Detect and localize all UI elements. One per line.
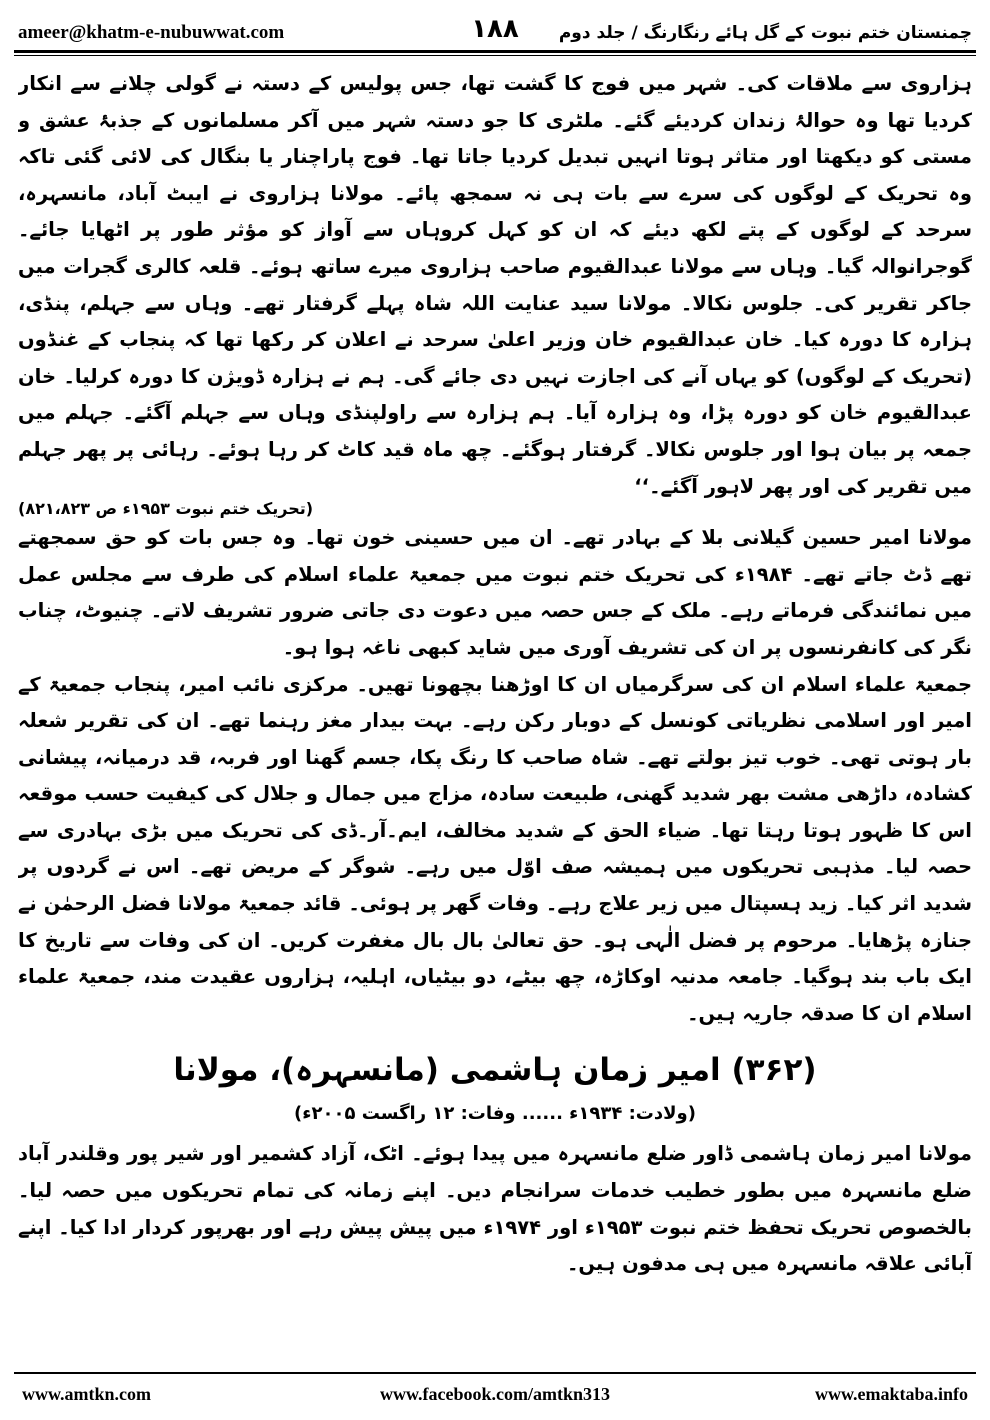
- page-body: [18, 66, 972, 1362]
- paragraph: ہزاروی سے ملاقات کی۔ شہر میں فوج کا گشت تھا، جس پولیس کے دستہ نے گولی چلانے سے انکار کردیا تھا وہ حوالۂ زندان کردیئے گئے۔ ملٹری کا جو دستہ شہر میں آکر مسلمانوں کے جذبۂ عشق و مستی کو دیکھتا اور متاثر ہوتا انہیں تبدیل کردیا جاتا تھا۔ فوج پاراچنار یا بنگال کی لائی گئی تاکہ وہ تحریک کے لوگوں کی سرے سے بات ہی نہ سمجھ پائے۔ مولانا ہزاروی نے ایبٹ آباد، مانسہرہ، سرحد کے لوگوں کے پتے لکھ دیئے کہ ان کو کہل کروہاں سے آواز کو مؤثر طور پر اٹھایا جائے۔ گوجرانوالہ گیا۔ وہاں سے مولانا عبدالقیوم صاحب ہزاروی میرے ساتھ ہوئے۔ قلعہ کالری گجرات میں جاکر تقریر کی۔ جلوس نکالا۔ مولانا سید عنایت اللہ شاہ پہلے گرفتار تھے۔ وہاں سے جہلم، پنڈی، ہزارہ کا دورہ کیا۔ خان عبدالقیوم خان وزیر اعلیٰ سرحد نے اعلان کر رکھا تھا کہ پنجاب کے غنڈوں (تحریک کے لوگوں) کو یہاں آنے کی اجازت نہیں دی جائے گی۔ ہم نے ہزارہ ڈویژن کا دورہ کرلیا۔ خان عبدالقیوم خان کو دورہ پڑا، وہ ہزارہ آیا۔ ہم ہزارہ سے راولپنڈی وہاں سے جہلم آگئے۔ جہلم میں جمعہ پر بیان ہوا اور جلوس نکالا۔ گرفتار ہوگئے۔ چھ ماہ قید کاٹ کر رہا ہوئے۔ رہائی پر پھر جہلم میں تقریر کی اور پھر لاہور آگئے۔‘‘: [18, 72, 972, 498]
- footer-rule: [14, 1372, 976, 1374]
- header-rule: [14, 50, 976, 53]
- header-email: ameer@khatm-e-nubuwwat.com: [18, 22, 285, 43]
- section-heading: (۳۶۲) امیر زمان ہاشمی (مانسہرہ)، مولانا: [173, 1052, 817, 1089]
- page-footer: [14, 1384, 976, 1412]
- page-number: ۱۸۸: [471, 14, 519, 44]
- section-dates: (ولادت: ۱۹۳۴ء ...... وفات: ۱۲ راگست ۲۰۰۵ء): [294, 1103, 696, 1125]
- paragraph: جمعیۃ علماء اسلام ان کی سرگرمیاں ان کا اوڑھنا بچھونا تھیں۔ مرکزی نائب امیر، پنجاب جمعیۃ کے امیر اور اسلامی نظریاتی کونسل کے دوبار رکن رہے۔ بہت بیدار مغز رہنما تھے۔ ان کی تقریر شعلہ بار ہوتی تھی۔ خوب تیز بولتے تھے۔ شاہ صاحب کا رنگ پکا، جسم گھنا اور فربہ، قد درمیانہ، پیشانی کشادہ، داڑھی مشت بھر شدید گھنی، طبیعت سادہ، مزاج میں جمال و جلال کی کیفیت حسب موقعہ اس کا ظہور ہوتا رہتا تھا۔ ضیاء الحق کے شدید مخالف، ایم۔آر۔ڈی کی تحریک میں بڑی بہادری سے حصہ لیا۔ مذہبی تحریکوں میں ہمیشہ صف اوّل میں رہے۔ شوگر کے مریض تھے۔ اس نے گردوں پر شدید اثر کیا۔ زید ہسپتال میں زیر علاج رہے۔ وفات گھر پر ہوئی۔ قائد جمعیۃ مولانا فضل الرحمٰن نے جنازہ پڑھایا۔ مرحوم پر فضل الٰہی ہو۔ حق تعالیٰ بال بال مغفرت کریں۔ ان کی وفات سے تاریخ کا ایک باب بند ہوگیا۔ جامعہ مدنیہ اوکاڑہ، چھ بیٹے، دو بیٹیاں، اہلیہ، ہزاروں عقیدت مند، جمعیۃ علماء اسلام ان کا صدقہ جاریہ ہیں۔: [18, 672, 972, 1025]
- paragraph: مولانا امیر زمان ہاشمی ڈاور ضلع مانسہرہ میں پیدا ہوئے۔ اٹک، آزاد کشمیر اور شیر پور وقلندر آباد ضلع مانسہرہ میں بطور خطیب خدمات سرانجام دیں۔ اپنے زمانہ کی تمام تحریکوں میں حصہ لیا۔ بالخصوص تحریک تحفظ ختم نبوت ۱۹۵۳ء اور ۱۹۷۴ء میں پیش پیش رہے اور بھرپور کردار ادا کیا۔ اپنے آبائی علاقہ مانسہرہ میں ہی مدفون ہیں۔: [18, 1142, 972, 1276]
- book-title: چمنستان ختم نبوت کے گل ہائے رنگارنگ / جلد دوم: [558, 23, 972, 43]
- page-header: [14, 8, 976, 50]
- header-rule-thin: [14, 55, 976, 56]
- paragraph: مولانا امیر حسین گیلانی بلا کے بہادر تھے۔ ان میں حسینی خون تھا۔ وہ جس بات کو حق سمجھتے تھے ڈٹ جاتے تھے۔ ۱۹۸۴ء کی تحریک ختم نبوت میں جمعیۃ علماء اسلام کی طرف سے مجلس عمل میں نمائندگی فرماتے رہے۔ ملک کے جس حصہ میں دعوت دی جاتی ضرور تشریف لاتے۔ چنیوٹ، چناب نگر کی کانفرنسوں پر ان کی تشریف آوری میں شاید کبھی ناغہ ہوا ہو۔: [18, 526, 972, 659]
- footer-link-amtkn[interactable]: www.amtkn.com: [22, 1384, 151, 1404]
- footer-link-facebook[interactable]: www.facebook.com/amtkn313: [380, 1384, 610, 1404]
- citation: (تحریک ختم نبوت ۱۹۵۳ء ص ۸۲۱،۸۲۳): [18, 499, 314, 519]
- footer-link-emaktaba[interactable]: www.emaktaba.info: [814, 1384, 968, 1404]
